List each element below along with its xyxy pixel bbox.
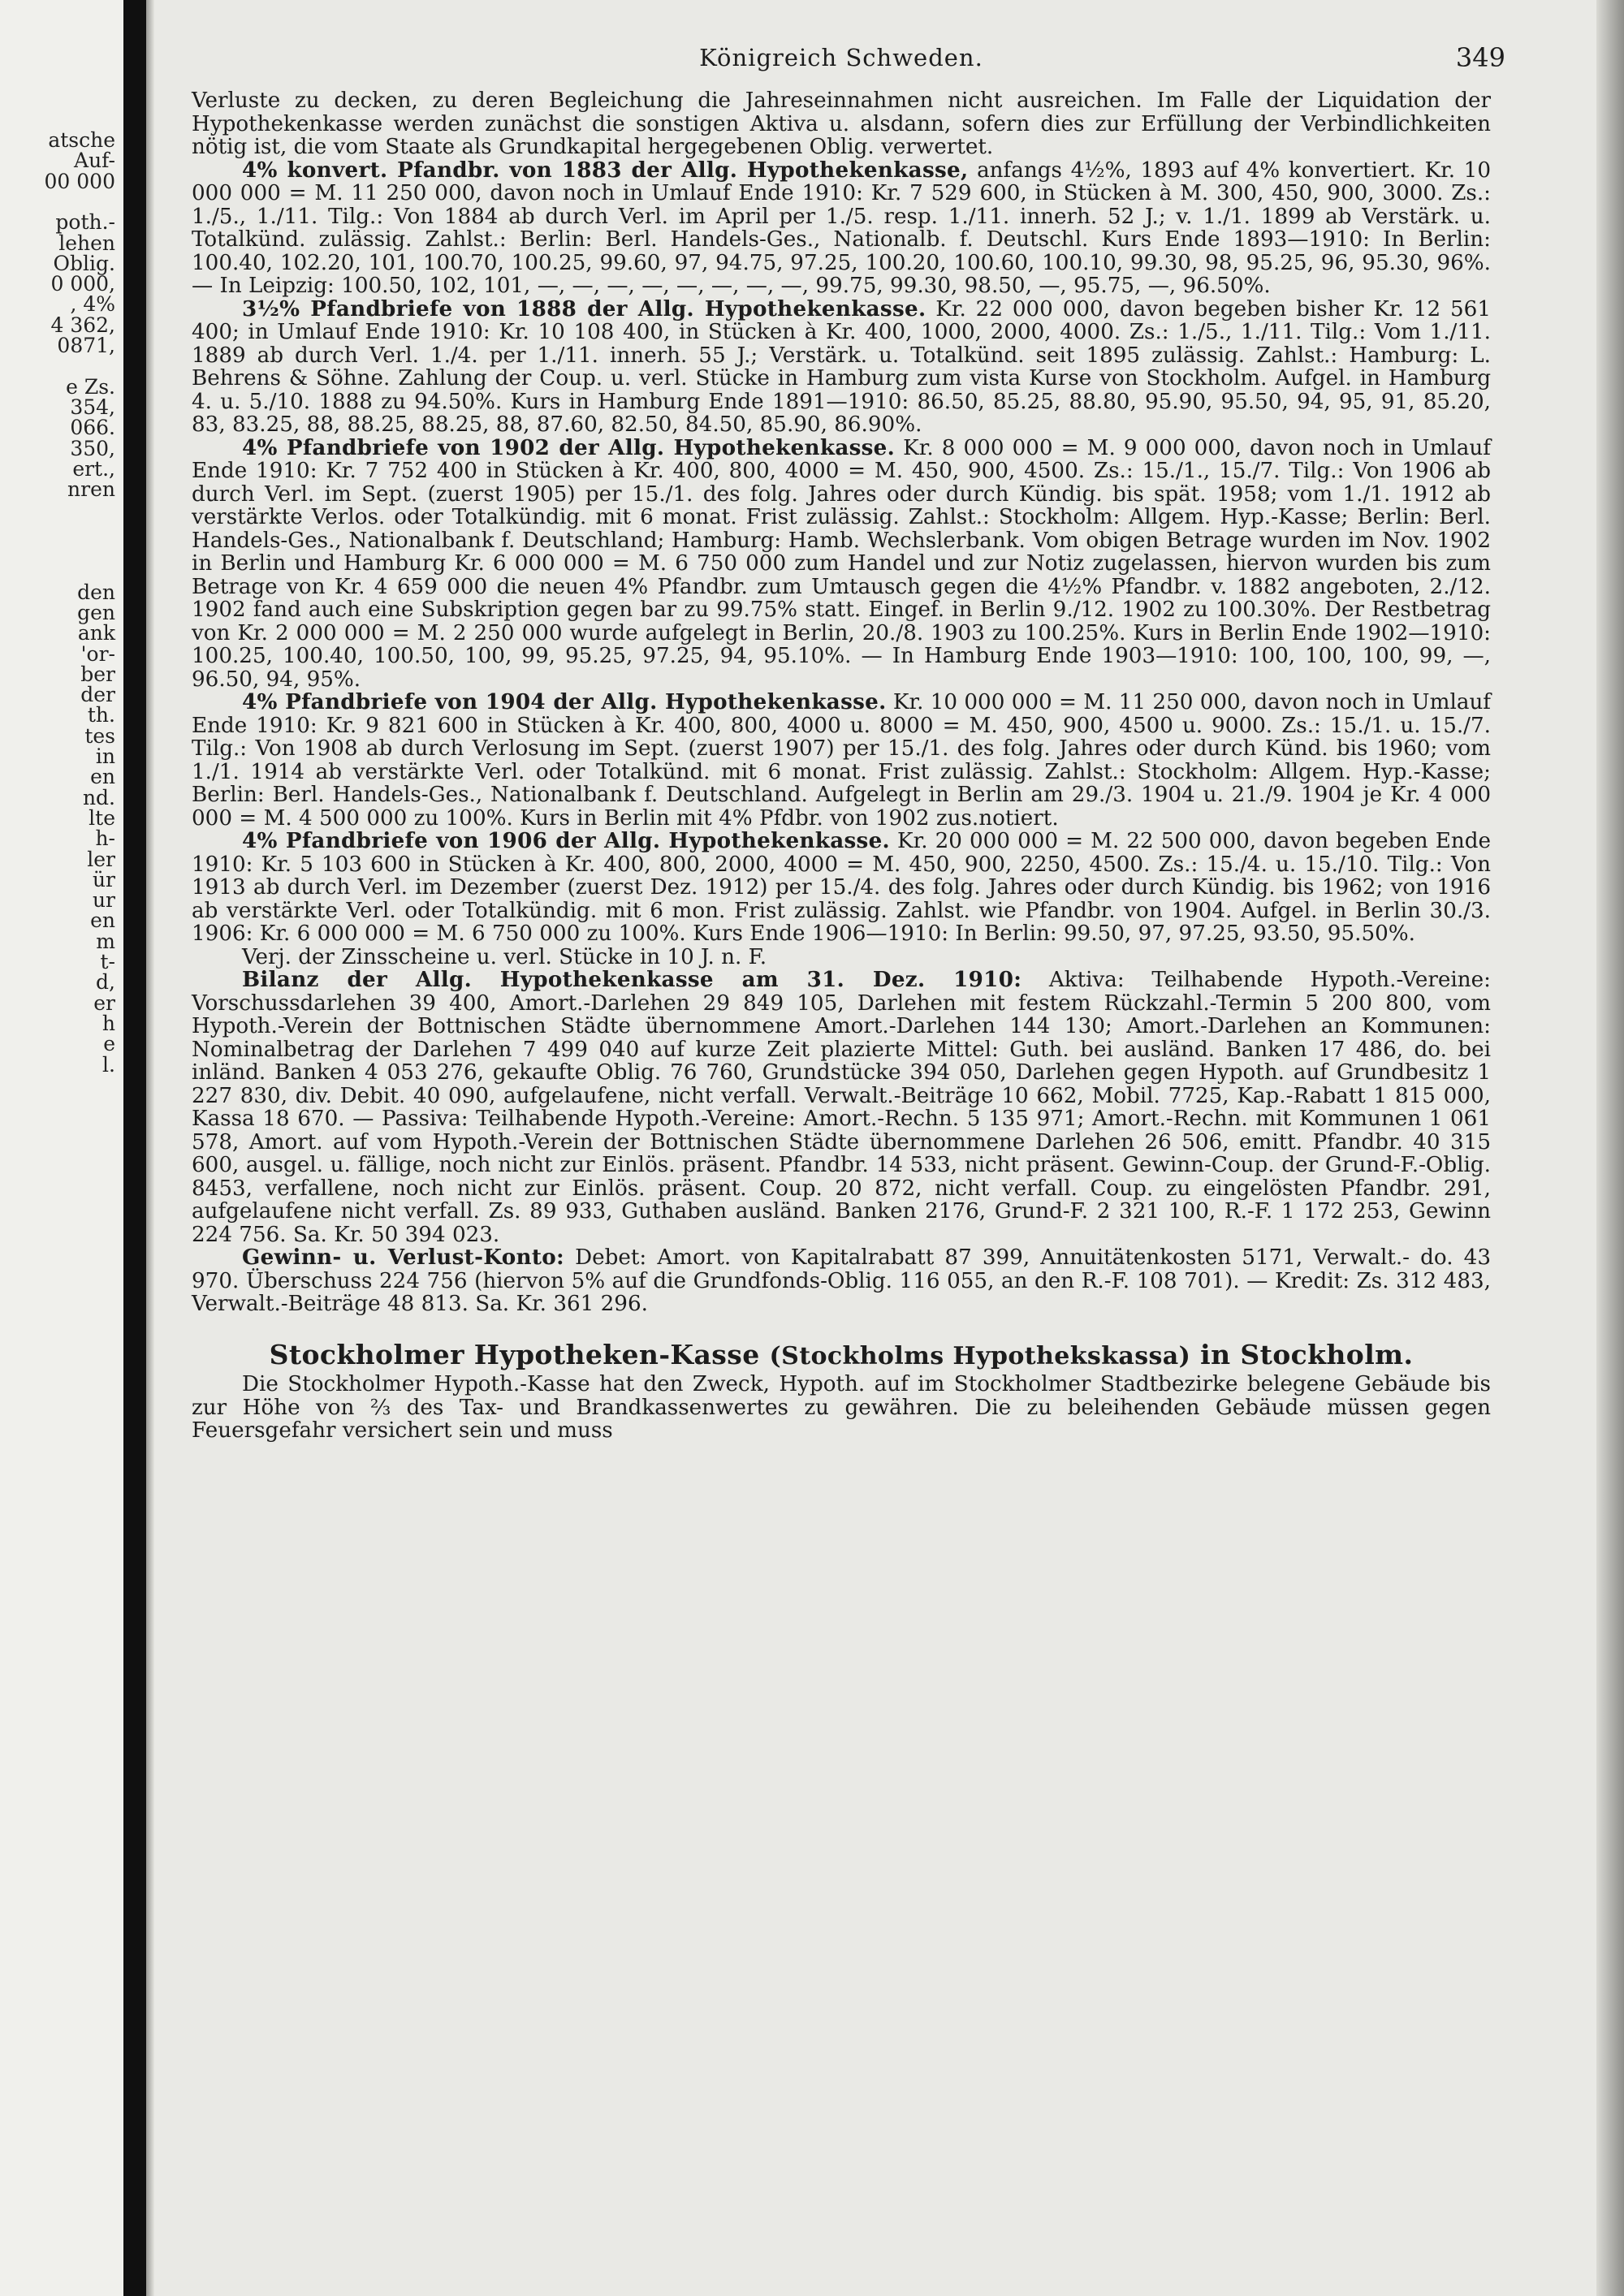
left-margin-fragment: ert., <box>72 456 115 481</box>
left-margin-fragment: en <box>90 908 115 933</box>
paragraph-gewinn-verlust: Gewinn- u. Verlust-Konto: Debet: Amort. von Kapitalrabatt 87 399, Annuitätenkosten 5171, Verwalt.- do. 43 970. Überschuss 224 756 (hiervon 5% auf die Grundfonds-Oblig. 116 055, an den R.-F. 108 701). — Kredit: Zs. 312 483, Verwalt.-Beiträge 48 813. Sa. Kr. 361 296. <box>192 1245 1491 1316</box>
left-margin-fragment: der <box>80 683 115 707</box>
left-margin-fragment: nren <box>67 477 115 502</box>
paragraph-1888-pfandbriefe: 3½% Pfandbriefe von 1888 der Allg. Hypothekenkasse. Kr. 22 000 000, davon begeben bisher Kr. 12 561 400; in Umlauf Ende 1910: Kr. 10 108 400, in Stücken à Kr. 400, 1000, 2000, 4000. Zs.: 1./5., 1./11. Tilg.: Vom 1./11. 1889 ab durch Verl. 1./4. per 1./11. innerh. 55 J.; Verstärk. u. Totalkünd. seit 1895 zulässig. Zahlst.: Hamburg: L. Behrens & Söhne. Zahlung der Coup. u. verl. Stücke in Hamburg zum vista Kurse von Stockholm. Aufgel. in Hamburg 4. u. 5./10. 1888 zu 94.50%. Kurs in Hamburg Ende 1891—1910: 86.50, 85.25, 88.80, 95.90, 95.50, 94, 95, 91, 85.20, 83, 83.25, 88, 88.25, 88.25, 88, 87.60, 82.50, 84.50, 85.90, 86.90%. <box>192 296 1491 437</box>
section-heading-paren: (Stockholms Hypothekskassa) <box>769 1341 1191 1370</box>
paragraph-1883-pfandbriefe: 4% konvert. Pfandbr. von 1883 der Allg. Hypothekenkasse, anfangs 4½%, 1893 auf 4% konvertiert. Kr. 10 000 000 = M. 11 250 000, davon noch in Umlauf Ende 1910: Kr. 7 529 600, in Stücken à M. 300, 450, 900, 3000. Zs.: 1./5., 1./11. Tilg.: Von 1884 ab durch Verl. im April per 1./5. resp. 1./11. innerh. 52 J.; v. 1./1. 1899 ab Verstärk. u. Totalkünd. zulässig. Zahlst.: Berlin: Berl. Handels-Ges., Nationalb. f. Deutschl. Kurs Ende 1893—1910: In Berlin: 100.40, 102.20, 101, 100.70, 100.25, 99.60, 97, 94.75, 97.25, 100.20, 100.60, 100.10, 99.30, 98, 95.25, 96, 95.30, 96%. — In Leipzig: 100.50, 102, 101, —, —, —, —, —, —, —, —, 99.75, 99.30, 98.50, —, 95.75, —, 96.50%. <box>192 157 1492 298</box>
paragraph-1904-pfandbriefe: 4% Pfandbriefe von 1904 der Allg. Hypothekenkasse. Kr. 10 000 000 = M. 11 250 000, davon noch in Umlauf Ende 1910: Kr. 9 821 600 in Stücken à Kr. 400, 800, 4000 u. 8000 = M. 450, 900, 4500 u. 9000. Zs.: 15./1. u. 15./7. Tilg.: Von 1908 ab durch Verlosung im Sept. (zuerst 1907) per 15./1. des folg. Jahres oder durch Künd. bis 1960; vom 1./1. 1914 ab verstärkte Verl. oder Totalkünd. mit 6 monat. Frist zulässig. Zahlst.: Stockholm: Allgem. Hyp.-Kasse; Berlin: Berl. Handels-Ges., Nationalbank f. Deutschland. Aufgelegt in Berlin am 29./3. 1904 u. 21./9. 1904 je Kr. 4 000 000 = M. 4 500 000 zu 100%. Kurs in Berlin mit 4% Pfdbr. von 1902 zus.notiert. <box>192 689 1491 831</box>
section-heading-place: in Stockholm. <box>1200 1338 1414 1370</box>
paragraph-bilanz: Bilanz der Allg. Hypothekenkasse am 31. Dez. 1910: Aktiva: Teilhabende Hypoth.-Vereine: Vorschussdarlehen 39 400, Amort.-Darlehen 29 849 105, Darlehen mit festem Rückzahl.-Termin 5 200 800, vom Hypoth.-Verein der Bottnischen Städte übernommene Amort.-Darlehen 144 130; Amort.-Darlehen an Kommunen: Nominalbetrag der Darlehen 7 499 040 auf kurze Zeit plazierte Mittel: Guth. bei ausländ. Banken 17 486, do. bei inländ. Banken 4 053 276, gekaufte Oblig. 76 760, Grundstücke 394 050, Darlehen gegen Hypoth. auf Grundbesitz 1 227 830, div. Debit. 40 090, aufgelaufene, nicht verfall. Verwalt.-Beiträge 10 662, Mobil. 7725, Kap.-Rabatt 1 815 000, Kassa 18 670. — Passiva: Teilhabende Hypoth.-Vereine: Amort.-Rechn. 5 135 971; Amort.-Rechn. mit Kommunen 1 061 578, Amort. auf vom Hypoth.-Verein der Bottnischen Städte übernommene Darlehen 26 506, emitt. Pfandbr. 40 315 600, ausgel. u. fällige, noch nicht zur Einlös. präsent. Pfandbr. 14 533, nicht präsent. Gewinn-Coup. der Grund-F.-Oblig. 8453, verfallene, noch nicht zur Einlös. präsent. Coup. 20 872, nicht verfall. Coup. zu eingelösten Pfandbr. 291, aufgelaufene nicht verfall. Zs. 89 933, Guthaben ausländ. Banken 2176, Grund-F. 2 321 100, R.-F. 1 172 253, Gewinn 224 756. Sa. Kr. 50 394 023. <box>192 967 1491 1247</box>
left-margin-fragment: lehen <box>58 231 115 255</box>
left-margin-fragment: ank <box>77 621 115 645</box>
running-head-title: Königreich Schweden. <box>699 44 983 71</box>
left-margin-fragment: atsche <box>48 128 115 152</box>
left-margin-fragment: Oblig. <box>53 251 115 275</box>
left-margin-fragment: ur <box>92 888 115 913</box>
left-margin-fragment: h <box>102 1011 115 1035</box>
left-margin-fragment: en <box>90 765 115 789</box>
left-margin-fragment: 354, <box>70 395 115 419</box>
left-margin-fragment: ber <box>80 662 115 686</box>
left-margin-fragment: lte <box>89 805 115 830</box>
left-margin-fragment: h- <box>95 826 115 851</box>
left-margin-fragment: in <box>95 744 115 768</box>
running-head <box>192 31 1505 80</box>
left-page-fragment <box>0 0 123 2296</box>
left-margin-fragment: e Zs. <box>66 374 115 399</box>
section-paragraph: Die Stockholmer Hypoth.-Kasse hat den Zweck, Hypoth. auf im Stockholmer Stadtbezirke belegene Gebäude bis zur Höhe von ⅔ des Tax- und Brandkassenwertes zu gewähren. Die zu beleihenden Gebäude müssen gegen Feuersgefahr versichert sein und muss <box>192 1372 1491 1443</box>
left-margin-fragment: Auf- <box>74 149 115 173</box>
left-margin-fragment: poth.- <box>55 210 115 235</box>
section-heading-main: Stockholmer Hypotheken-Kasse <box>269 1338 760 1370</box>
left-margin-fragment: nd. <box>82 785 115 809</box>
left-margin-fragment: l. <box>102 1052 115 1077</box>
left-margin-fragment: 350, <box>70 436 115 460</box>
left-margin-fragment: er <box>93 990 115 1015</box>
left-margin-fragment: 00 000 <box>44 169 115 193</box>
left-margin-fragment: e <box>103 1032 115 1056</box>
left-margin-fragment: 0 000, <box>50 272 115 296</box>
left-margin-fragment: d, <box>96 970 115 995</box>
paragraph-1902-pfandbriefe: 4% Pfandbriefe von 1902 der Allg. Hypothekenkasse. Kr. 8 000 000 = M. 9 000 000, davon noch in Umlauf Ende 1910: Kr. 7 752 400 in Stücken à Kr. 400, 800, 4000 = M. 450, 900, 4500. Zs.: 15./1., 15./7. Tilg.: Von 1906 ab durch Verl. im Sept. (zuerst 1905) per 15./1. des folg. Jahres oder durch Kündig. bis spät. 1958; vom 1./1. 1912 ab verstärkte Verlos. oder Totalkündig. mit 6 monat. Frist zulässig. Zahlst.: Stockholm: Allgem. Hyp.-Kasse; Berlin: Berl. Handels-Ges., Nationalbank f. Deutschland; Hamburg: Hamb. Wechslerbank. Vom obigen Betrage wurden im Nov. 1902 in Berlin und Hamburg Kr. 6 000 000 = M. 6 750 000 zum Handel und zur Notiz zugelassen, hiervon wurden bis zum Betrage von Kr. 4 659 000 die neuen 4% Pfandbr. zum Umtausch gegen die 4½% Pfandbr. v. 1882 angeboten, 2./12. 1902 fand auch eine Subskription gegen bar zu 99.75% statt. Eingef. in Berlin 9./12. 1902 zu 100.30%. Der Restbetrag von Kr. 2 000 000 = M. 2 250 000 wurde aufgelegt in Berlin, 20./8. 1903 zu 100.25%. Kurs in Berlin Ende 1902—1910: 100.25, 100.40, 100.50, 100, 99, 95.25, 97.25, 94, 95.10%. — In Hamburg Ende 1903—1910: 100, 100, 100, 99, —, 96.50, 94, 95%. <box>192 434 1491 692</box>
gutter-shadow <box>146 0 154 2296</box>
left-margin-fragment: th. <box>87 703 115 727</box>
left-margin-fragment: gen <box>77 600 115 624</box>
right-page-edge <box>1596 0 1624 2296</box>
paragraph-0: Verluste zu decken, zu deren Begleichung die Jahreseinnahmen nicht ausreichen. Im Falle der Liquidation der Hypothekenkasse werden zunächst die sonstigen Aktiva u. alsdann, sofern dies zur Erfüllung der Verbindlichkeiten nötig ist, die vom Staate als Grundkapital hergegebenen Oblig. verwertet. <box>192 88 1491 159</box>
left-margin-fragment: ler <box>87 847 115 871</box>
paragraph-verjaehrung: Verj. der Zinsscheine u. verl. Stücke in 10 J. n. F. <box>242 944 767 969</box>
left-margin-fragment: t- <box>100 950 115 973</box>
page-number: 349 <box>1455 42 1505 73</box>
left-margin-fragment: tes <box>84 723 115 748</box>
paragraph-1906-pfandbriefe: 4% Pfandbriefe von 1906 der Allg. Hypothekenkasse. Kr. 20 000 000 = M. 22 500 000, davon begeben Ende 1910: Kr. 5 103 600 in Stücken à Kr. 400, 800, 2000, 4000 = M. 450, 900, 2250, 4500. Zs.: 15./4. u. 15./10. Tilg.: Von 1913 ab durch Verl. im Dezember (zuerst Dez. 1912) per 15./4. des folg. Jahres oder durch Kündig. bis 1962; von 1916 ab verstärkte Verl. oder Totalkündig. mit 6 mon. Frist zulässig. Zahlst. wie Pfandbr. von 1904. Aufgel. in Berlin 30./3. 1906: Kr. 6 000 000 = M. 6 750 000 zu 100%. Kurs Ende 1906—1910: In Berlin: 99.50, 97, 97.25, 93.50, 95.50%. <box>192 828 1491 946</box>
left-margin-fragment: den <box>77 580 115 604</box>
left-margin-fragment: 066. <box>70 416 115 440</box>
left-margin-fragment: , 4% <box>70 292 115 317</box>
left-margin-fragment: m <box>96 929 115 953</box>
page-gutter <box>123 0 146 2296</box>
body-text <box>192 89 1491 1443</box>
left-margin-fragment: 'or- <box>80 641 115 666</box>
section-heading <box>192 1338 1491 1370</box>
left-margin-fragment: 0871, <box>57 334 115 357</box>
left-margin-fragment: ür <box>92 867 115 891</box>
page-content <box>192 31 1505 1443</box>
left-margin-fragment: 4 362, <box>50 313 115 337</box>
